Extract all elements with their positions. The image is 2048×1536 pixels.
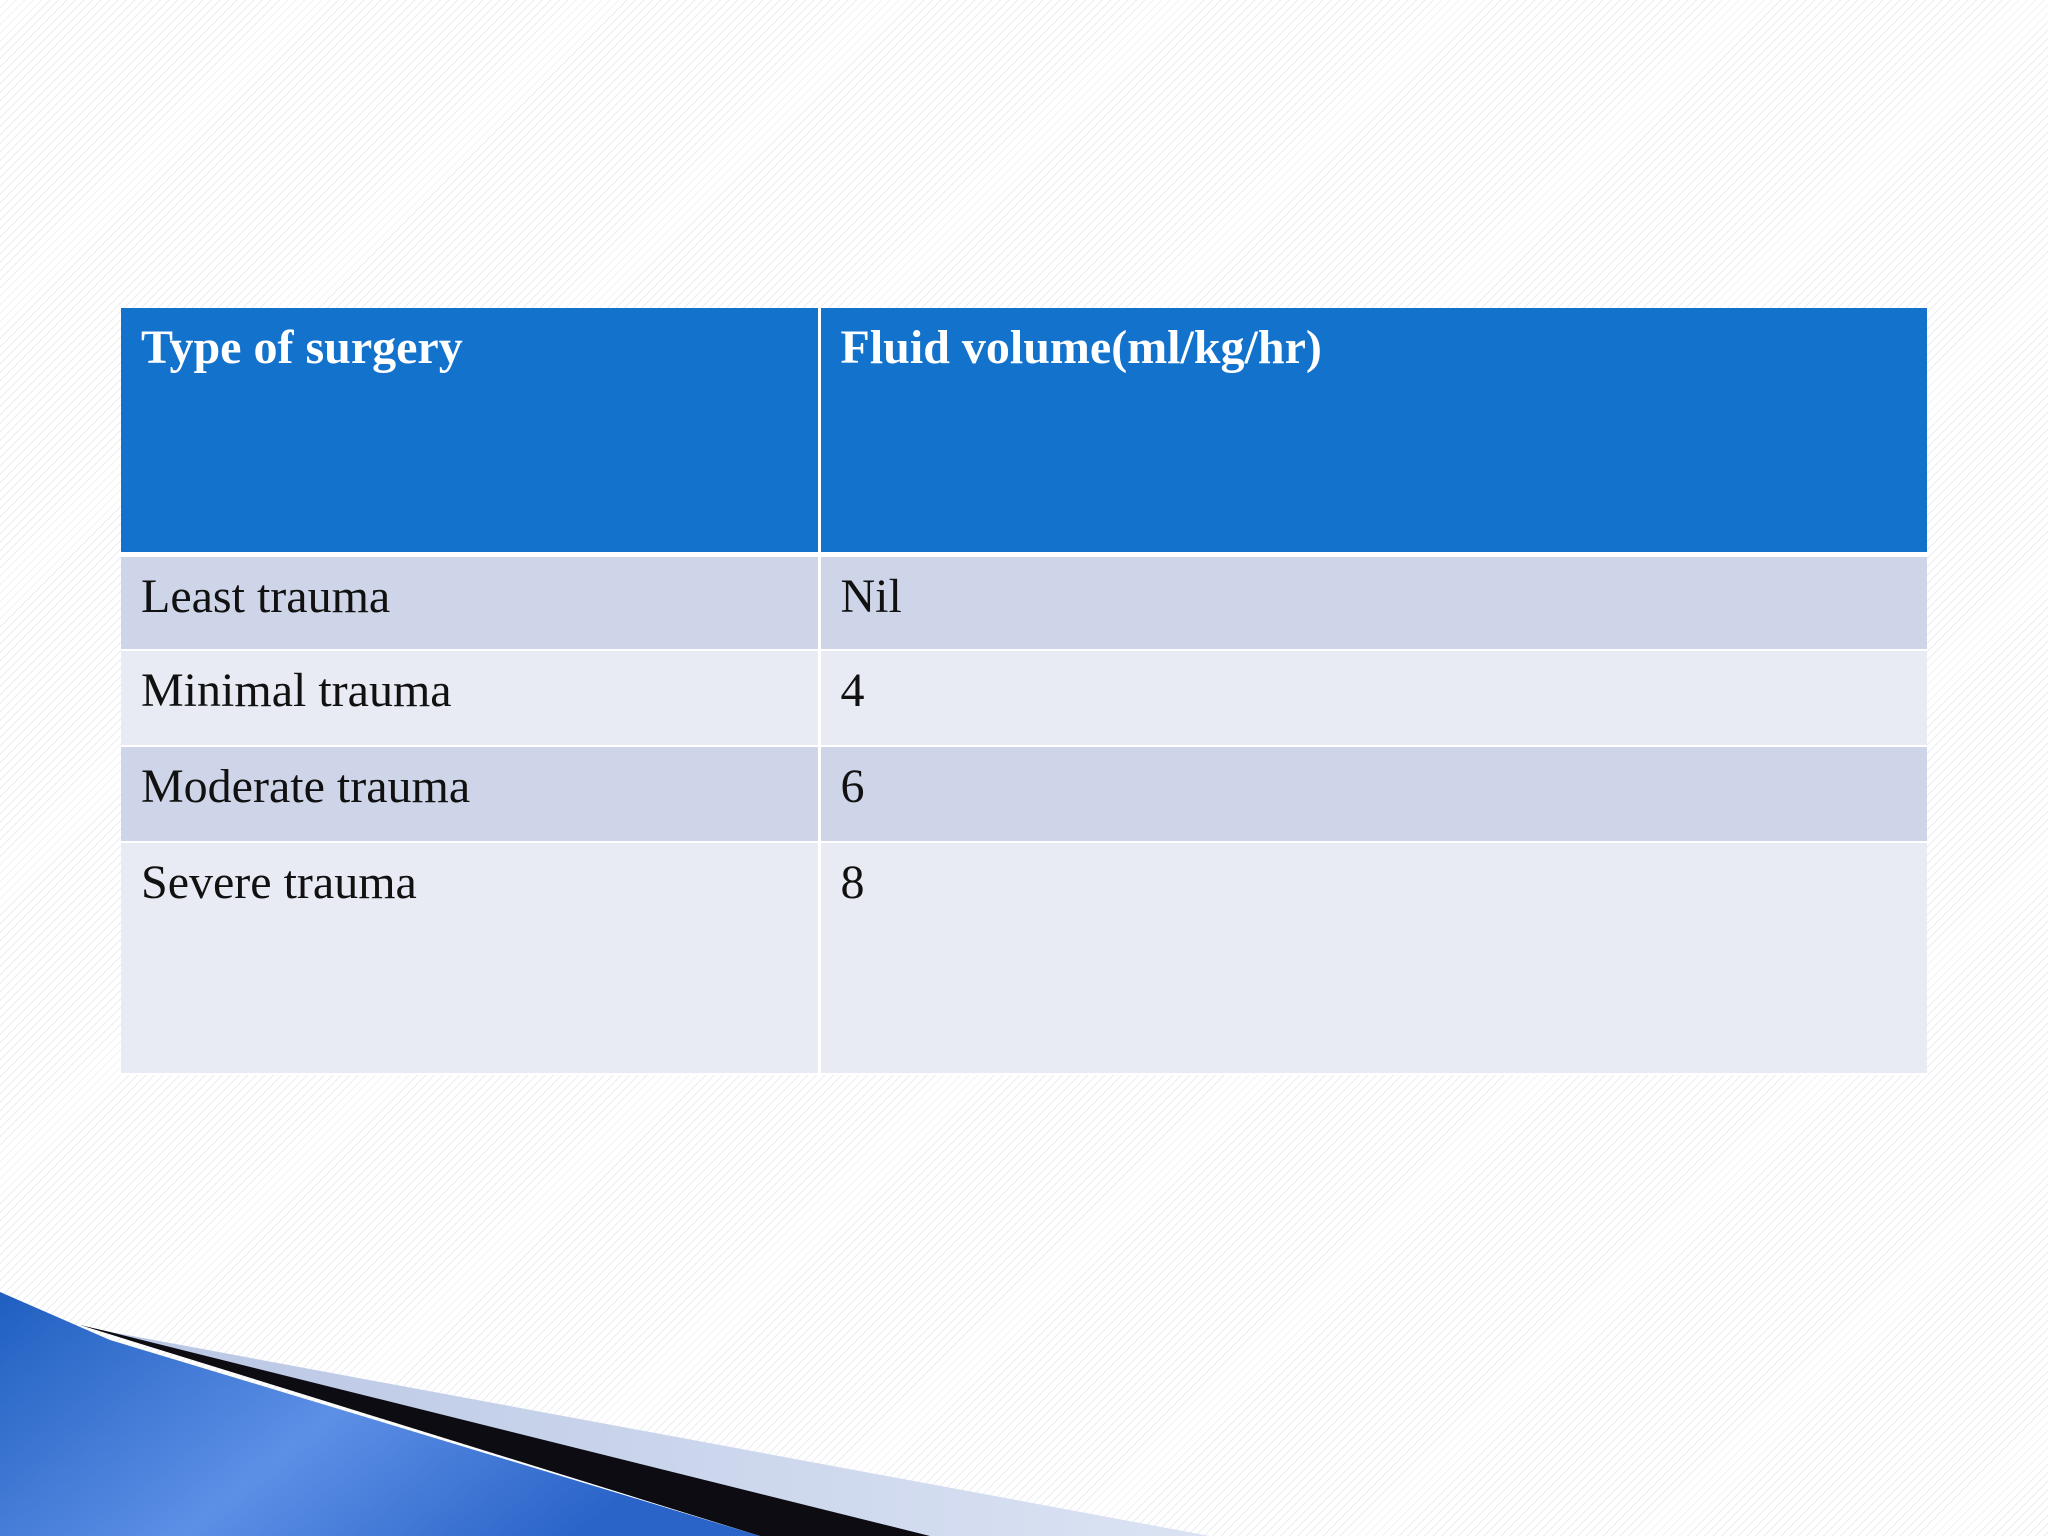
table-row	[121, 842, 1927, 1074]
fluid-volume-cell: 8	[819, 842, 1927, 1074]
table-row	[121, 650, 1927, 746]
fluid-volume-cell: 6	[819, 746, 1927, 842]
table-row	[121, 554, 1927, 650]
surgery-type-cell: Minimal trauma	[121, 650, 819, 746]
surgery-type-cell: Severe trauma	[121, 842, 819, 1074]
header-type-of-surgery: Type of surgery	[121, 308, 819, 554]
header-fluid-volume: Fluid volume(ml/kg/hr)	[819, 308, 1927, 554]
fluid-volume-cell: 4	[819, 650, 1927, 746]
surgery-type-cell: Least trauma	[121, 554, 819, 650]
table-header-row	[121, 308, 1927, 554]
blue-band-shape	[0, 1292, 760, 1536]
dark-band-shape	[80, 1325, 930, 1536]
surgery-type-cell: Moderate trauma	[121, 746, 819, 842]
table-row	[121, 746, 1927, 842]
pale-band-shape	[100, 1330, 1210, 1536]
fluid-volume-cell: Nil	[819, 554, 1927, 650]
obscured-text-line	[140, 292, 1440, 308]
fluid-volume-table	[121, 308, 1927, 1075]
